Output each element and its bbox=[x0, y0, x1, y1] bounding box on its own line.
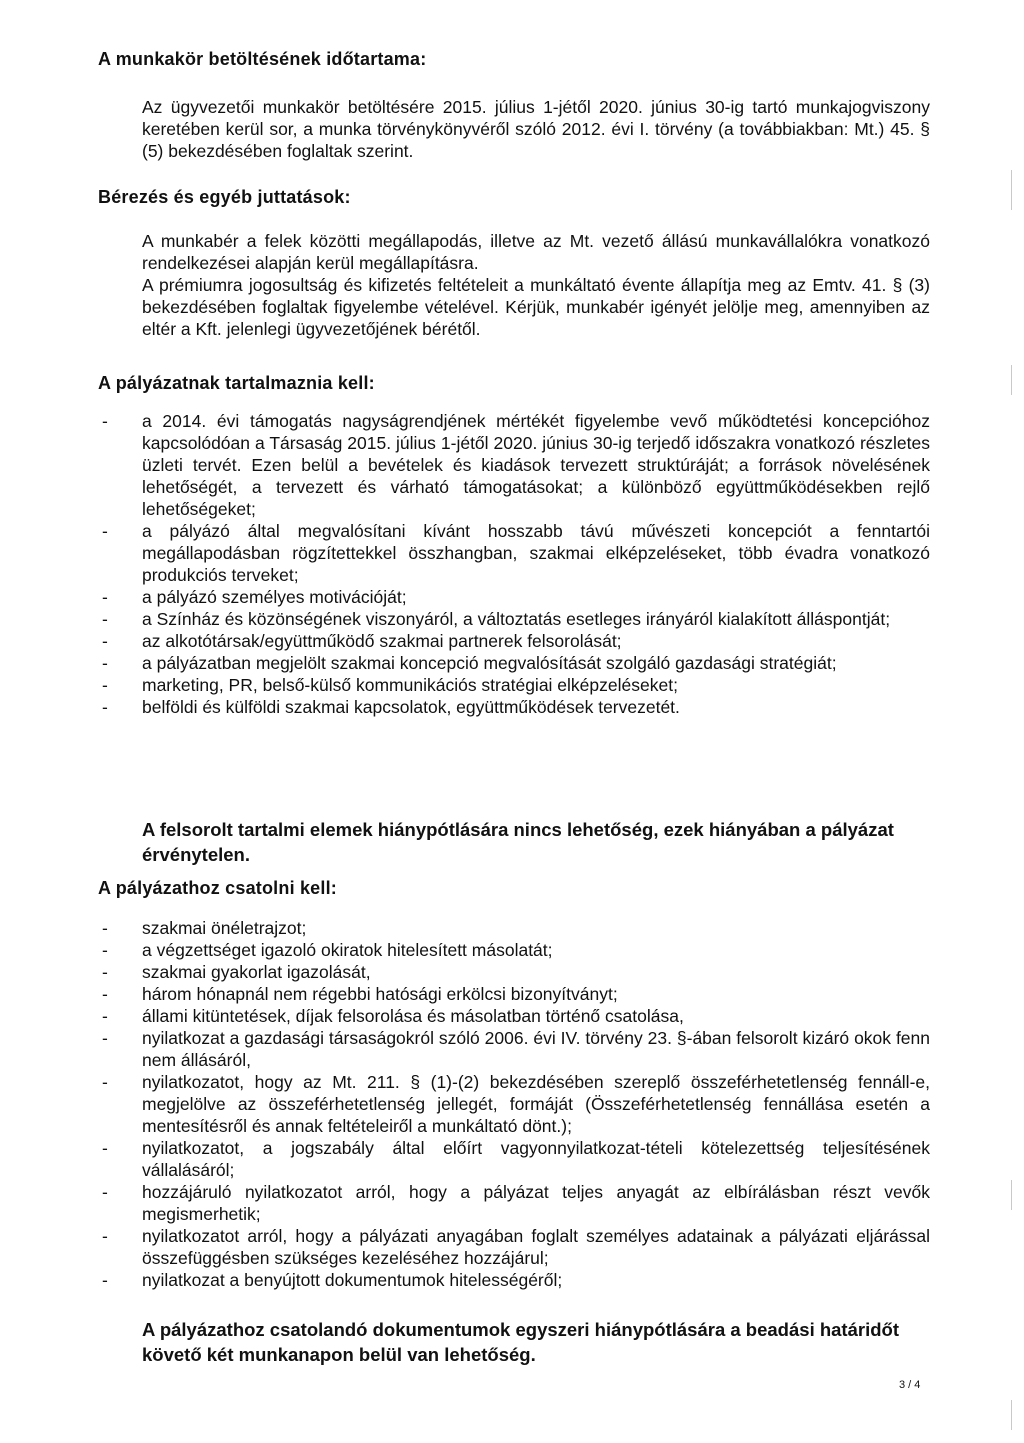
list-item: - nyilatkozatot arról, hogy a pályázati anyagában foglalt személyes adatainak a pályázati eljárással összefüggésben szükséges kezeléséhez hozzájárul; bbox=[98, 1225, 930, 1269]
list-item: - a végzettséget igazoló okiratok hitelesített másolatát; bbox=[98, 939, 930, 961]
list-item: - nyilatkozatot, hogy az Mt. 211. § (1)-(2) bekezdésében szereplő összeférhetetlenség fennáll-e, megjelölve az összeférhetetlenség jellegét, formáját (Összeférhetetlenség fennállása esetén a mentesítésről és annak feltételeiről a munkáltató dönt.); bbox=[98, 1071, 930, 1137]
list-item: - szakmai önéletrajzot; bbox=[98, 917, 930, 939]
list-item: - a Színház és közönségének viszonyáról, a változtatás esetleges irányáról kialakított álláspontját; bbox=[98, 608, 930, 630]
salary-text-2: A prémiumra jogosultság és kifizetés feltételeit a munkáltató évente állapítja meg az Emtv. 41. § (3) bekezdésében foglaltak figyelembe vételével. Kérjük, munkabér igényét jelölje meg, amennyiben az eltér a Kft. jelenlegi ügyvezetőjének bérétől. bbox=[142, 275, 930, 339]
list-item: - a pályázó által megvalósítani kívánt hosszabb távú művészeti koncepciót a fenntartói megállapodásban rögzítettekkel összhangban, szakmai elképzeléseket, több évadra vonatkozó produkciós terveket; bbox=[98, 520, 930, 586]
scan-edge-mark bbox=[1011, 1180, 1012, 1210]
heading-duration: A munkakör betöltésének időtartama: bbox=[98, 49, 427, 69]
content-warning-note: A felsorolt tartalmi elemek hiánypótlására nincs lehetőség, ezek hiányában a pályázat érvénytelen. bbox=[142, 819, 894, 865]
heading-content: A pályázatnak tartalmaznia kell: bbox=[98, 373, 375, 393]
heading-attachments: A pályázathoz csatolni kell: bbox=[98, 878, 337, 898]
attachments-list bbox=[98, 917, 930, 1291]
list-item: - az alkotótársak/együttműködő szakmai partnerek felsorolását; bbox=[98, 630, 930, 652]
salary-paragraph bbox=[142, 230, 930, 340]
scan-edge-mark bbox=[1011, 170, 1012, 210]
list-item: - nyilatkozat a gazdasági társaságokról szóló 2006. évi IV. törvény 23. §-ában felsorolt kizáró okok fenn nem állásáról, bbox=[98, 1027, 930, 1071]
list-item: - állami kitüntetések, díjak felsorolása és másolatban történő csatolása, bbox=[98, 1005, 930, 1027]
attachments-deadline-note: A pályázathoz csatolandó dokumentumok egyszeri hiánypótlására a beadási határidőt követő két munkanapon belül van lehetőség. bbox=[142, 1319, 899, 1365]
list-item: - marketing, PR, belső-külső kommunikációs stratégiai elképzeléseket; bbox=[98, 674, 930, 696]
list-item: - szakmai gyakorlat igazolását, bbox=[98, 961, 930, 983]
heading-salary: Bérezés és egyéb juttatások: bbox=[98, 187, 351, 207]
scan-edge-mark bbox=[1011, 1400, 1012, 1430]
list-item: - nyilatkozatot, a jogszabály által előírt vagyonnyilatkozat-tételi kötelezettség teljesítésének vállalásáról; bbox=[98, 1137, 930, 1181]
page-number: 3 / 4 bbox=[899, 1379, 921, 1391]
duration-text: Az ügyvezetői munkakör betöltésére 2015. július 1-jétől 2020. június 30-ig tartó munkajogviszony keretében kerül sor, a munka törvénykönyvéről szóló 2012. évi I. törvény (a továbbiakban: Mt.) 45. § (5) bekezdésében foglaltak szerint. bbox=[142, 97, 930, 161]
list-item: - nyilatkozat a benyújtott dokumentumok hitelességéről; bbox=[98, 1269, 930, 1291]
list-item: - belföldi és külföldi szakmai kapcsolatok, együttműködések tervezetét. bbox=[98, 696, 930, 718]
list-item: - a pályázó személyes motivációját; bbox=[98, 586, 930, 608]
scan-edge-mark bbox=[1011, 365, 1012, 395]
list-item: - a pályázatban megjelölt szakmai koncepció megvalósítását szolgáló gazdasági stratégiát; bbox=[98, 652, 930, 674]
list-item: - a 2014. évi támogatás nagyságrendjének mértékét figyelembe vevő működtetési koncepcióhoz kapcsolódóan a Társaság 2015. július 1-jétől 2020. június 30-ig terjedő időszakra vonatkozó részletes üzleti tervét. Ezen belül a bevételek és kiadások tervezett struktúráját; a források növelésének lehetőségét, a tervezett és várható támogatásokat; a különböző együttműködésekben rejlő lehetőségeket; bbox=[98, 410, 930, 520]
duration-paragraph bbox=[142, 96, 930, 162]
salary-text-1: A munkabér a felek közötti megállapodás, illetve az Mt. vezető állású munkavállalókra vonatkozó rendelkezései alapján kerül megállapításra. bbox=[142, 231, 930, 273]
list-item: - hozzájáruló nyilatkozatot arról, hogy a pályázat teljes anyagát az elbírálásban részt vevők megismerhetik; bbox=[98, 1181, 930, 1225]
content-requirements-list bbox=[98, 410, 930, 718]
list-item: - három hónapnál nem régebbi hatósági erkölcsi bizonyítványt; bbox=[98, 983, 930, 1005]
